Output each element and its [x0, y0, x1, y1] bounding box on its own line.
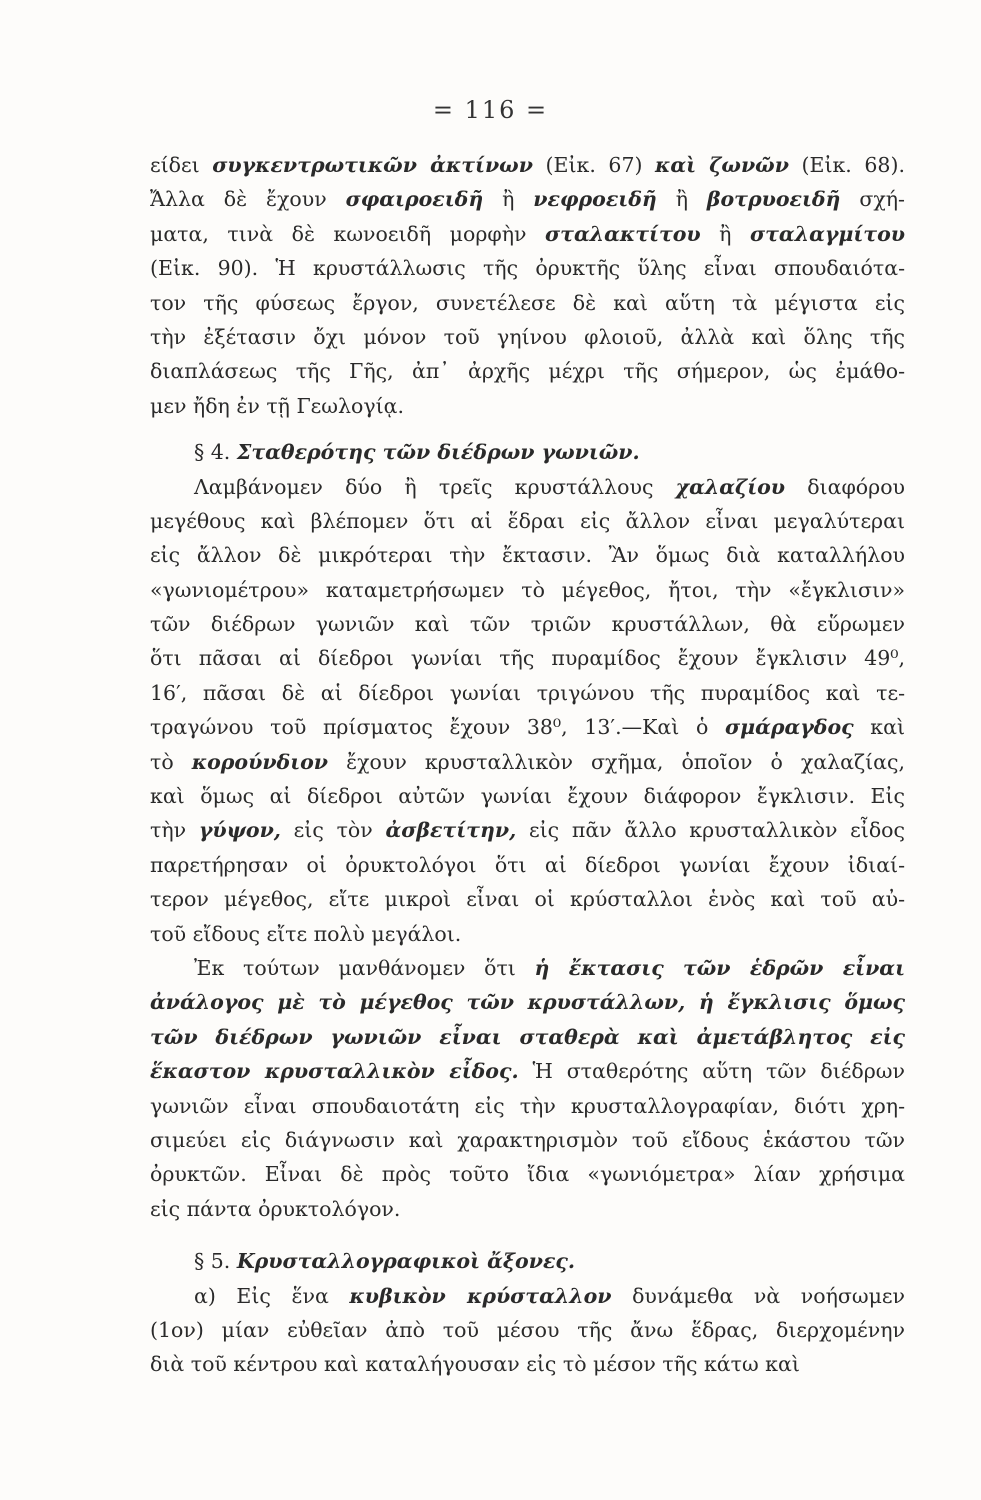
paragraph-gap — [150, 1226, 905, 1244]
emphasized-term: σταλαγμίτου — [750, 221, 905, 246]
text-run: καὶ — [853, 715, 905, 740]
text-run: τοῦ εἴδους εἴτε πολὺ μεγάλοι. — [150, 921, 462, 946]
emphasized-term: γύψον, — [198, 818, 281, 843]
emphasized-term: Σταθερότης τῶν διέδρων γωνιῶν. — [236, 440, 640, 465]
emphasized-term: τῶν διέδρων γωνιῶν εἶναι σταθερὰ καὶ ἀμετάβλητος εἰς — [150, 1024, 905, 1049]
text-run: διαπλάσεως τῆς Γῆς, ἀπ᾽ ἀρχῆς μέχρι τῆς σήμερον, ὡς ἐμάθο- — [150, 359, 905, 384]
text-run: εἰς πᾶν ἄλλο κρυσταλλικὸν εἶδος — [516, 818, 906, 843]
text-run: (Εἰκ. 67) — [532, 153, 656, 177]
text-line — [150, 641, 905, 675]
text-line — [150, 1123, 905, 1157]
text-line — [150, 779, 905, 813]
emphasized-term: νεφροειδῆ — [533, 187, 657, 212]
text-run: μεγέθους καὶ βλέπομεν ὅτι αἱ ἕδραι εἰς ἄλλον εἶναι μεγαλύτεραι — [150, 508, 905, 533]
text-line — [150, 217, 905, 251]
text-run: (Εἰκ. 90). Ἡ κρυστάλλωσις τῆς ὀρυκτῆς ὕλης εἶναι σπουδαιότα- — [150, 256, 905, 281]
text-run: Λαμβάνομεν δύο ἢ τρεῖς κρυστάλλους — [194, 474, 676, 499]
text-run: ἢ — [483, 187, 534, 212]
text-line — [150, 573, 905, 607]
text-run: τῶν διέδρων γωνιῶν καὶ τῶν τριῶν κρυστάλλων, θὰ εὕρωμεν — [150, 612, 905, 637]
text-run: διαφόρου — [785, 474, 905, 499]
emphasized-term: σφαιροειδῆ — [345, 187, 484, 212]
text-run: ἢ — [700, 221, 751, 246]
body-text — [150, 148, 905, 1382]
text-line — [150, 848, 905, 882]
text-line — [150, 1347, 905, 1381]
text-run: «γωνιομέτρου» καταμετρήσωμεν τὸ μέγεθος, ἤτοι, τὴν «ἔγκλισιν» — [150, 577, 905, 602]
text-line — [150, 1313, 905, 1347]
text-run: 16′, πᾶσαι δὲ αἱ δίεδροι γωνίαι τριγώνου τῆς πυραμίδος καὶ τε- — [150, 680, 905, 705]
text-line — [150, 354, 905, 388]
text-line — [150, 607, 905, 641]
text-line — [150, 882, 905, 916]
text-line — [150, 148, 905, 182]
text-run: καὶ ὅμως αἱ δίεδροι αὐτῶν γωνίαι ἔχουν διάφορον ἔγκλισιν. Εἰς — [150, 784, 905, 809]
text-run: Ἐκ τούτων μανθάνομεν ὅτι — [194, 955, 535, 980]
text-line — [150, 538, 905, 572]
emphasized-term: χαλαζίου — [675, 474, 786, 499]
text-line — [150, 985, 905, 1019]
text-line — [150, 504, 905, 538]
text-line — [150, 182, 905, 216]
emphasized-term: συγκεντρωτικῶν ἀκτίνων — [212, 153, 533, 177]
text-line — [150, 1157, 905, 1191]
text-run: τὴν — [150, 818, 199, 843]
text-run: τραγώνου τοῦ πρίσματος ἔχουν 38⁰, 13′.—Καὶ ὁ — [150, 715, 725, 740]
emphasized-term: ἀνάλογος μὲ τὸ μέγεθος τῶν κρυστάλλων, ἡ ἔγκλισις ὅμως — [150, 990, 905, 1015]
text-line — [150, 286, 905, 320]
text-run: ἢ — [656, 187, 707, 212]
text-line — [150, 676, 905, 710]
text-run: Ἡ σταθερότης αὕτη τῶν διέδρων — [518, 1059, 905, 1084]
text-line — [150, 251, 905, 285]
text-run: ὅτι πᾶσαι αἱ δίεδροι γωνίαι τῆς πυραμίδος ἔχουν ἔγκλισιν 49⁰, — [150, 646, 905, 671]
text-run: § 4. — [194, 440, 237, 465]
text-run: σχή- — [840, 187, 905, 212]
text-run: εἰς ἄλλον δὲ μικρότεραι τὴν ἔκτασιν. Ἂν ὅμως διὰ καταλλήλου — [150, 543, 905, 568]
text-run: Ἄλλα δὲ ἔχουν — [150, 187, 346, 212]
page-number-header: = 116 = — [432, 96, 549, 124]
text-run: ὀρυκτῶν. Εἶναι δὲ πρὸς τοῦτο ἴδια «γωνιόμετρα» λίαν χρήσιμα — [150, 1162, 905, 1187]
emphasized-term: κορούνδιον — [191, 749, 329, 774]
text-line — [150, 1089, 905, 1123]
emphasized-term: ἀσβετίτην, — [385, 818, 517, 843]
text-run: είδει — [150, 153, 213, 177]
text-line — [150, 951, 905, 985]
section-heading — [150, 1244, 905, 1278]
emphasized-term: ἕκαστον κρυσταλλικὸν εἶδος. — [150, 1059, 519, 1084]
text-run: εἰς τὸν — [280, 818, 386, 843]
emphasized-term: σταλακτίτου — [545, 221, 701, 246]
emphasized-term: βοτρυοειδῆ — [706, 187, 841, 212]
text-run: διὰ τοῦ κέντρου καὶ καταλήγουσαν εἰς τὸ μέσον τῆς κάτω καὶ — [150, 1352, 800, 1377]
text-run: δυνάμεθα νὰ νοήσωμεν — [611, 1283, 905, 1308]
text-run: ἔχουν κρυσταλλικὸν σχῆμα, ὁποῖον ὁ χαλαζίας, — [328, 749, 906, 774]
section-heading — [150, 435, 905, 469]
text-run: (1ον) μίαν εὐθεῖαν ἀπὸ τοῦ μέσου τῆς ἄνω ἕδρας, διερχομένην — [150, 1317, 905, 1342]
text-run: εἰς πάντα ὀρυκτολόγον. — [150, 1196, 401, 1221]
text-run: παρετήρησαν οἱ ὀρυκτολόγοι ὅτι αἱ δίεδροι γωνίαι ἔχουν ἰδιαί- — [150, 852, 905, 877]
text-line — [150, 745, 905, 779]
text-line — [150, 320, 905, 354]
text-run: τον τῆς φύσεως ἔργον, συνετέλεσε δὲ καὶ αὕτη τὰ μέγιστα εἰς — [150, 290, 905, 315]
text-line — [150, 1192, 905, 1226]
text-run: (Εἰκ. 68). — [788, 153, 905, 177]
paragraph-gap — [150, 423, 905, 435]
text-line — [150, 813, 905, 847]
emphasized-term: καὶ ζωνῶν — [655, 153, 789, 177]
emphasized-term: κυβικὸν κρύσταλλον — [349, 1283, 612, 1308]
text-line — [150, 917, 905, 951]
text-line — [150, 1020, 905, 1054]
emphasized-term: ἡ ἔκτασις τῶν ἑδρῶν εἶναι — [534, 955, 905, 980]
text-run: γωνιῶν εἶναι σπουδαιοτάτη εἰς τὴν κρυσταλλογραφίαν, διότι χρη- — [150, 1093, 905, 1118]
text-run: τὴν ἐξέτασιν ὄχι μόνον τοῦ γηίνου φλοιοῦ, ἀλλὰ καὶ ὅλης τῆς — [150, 324, 905, 349]
text-run: σιμεύει εἰς διάγνωσιν καὶ χαρακτηρισμὸν τοῦ εἴδους ἑκάστου τῶν — [150, 1127, 905, 1152]
text-line — [150, 1054, 905, 1088]
text-line — [150, 1279, 905, 1313]
text-run: ματα, τινὰ δὲ κωνοειδῆ μορφὴν — [150, 221, 546, 246]
text-line — [150, 470, 905, 504]
emphasized-term: σμάραγδος — [724, 715, 854, 740]
text-run: μεν ἤδη ἐν τῇ Γεωλογίᾳ. — [150, 393, 405, 418]
text-line — [150, 389, 905, 423]
text-run: § 5. — [194, 1249, 237, 1274]
text-line — [150, 710, 905, 744]
text-run: τερον μέγεθος, εἴτε μικροὶ εἶναι οἱ κρύσταλλοι ἑνὸς καὶ τοῦ αὐ- — [150, 887, 905, 912]
text-run: α) Εἰς ἕνα — [194, 1283, 350, 1308]
text-run: τὸ — [150, 749, 192, 774]
emphasized-term: Κρυσταλλογραφικοὶ ἄξονες. — [236, 1249, 576, 1274]
